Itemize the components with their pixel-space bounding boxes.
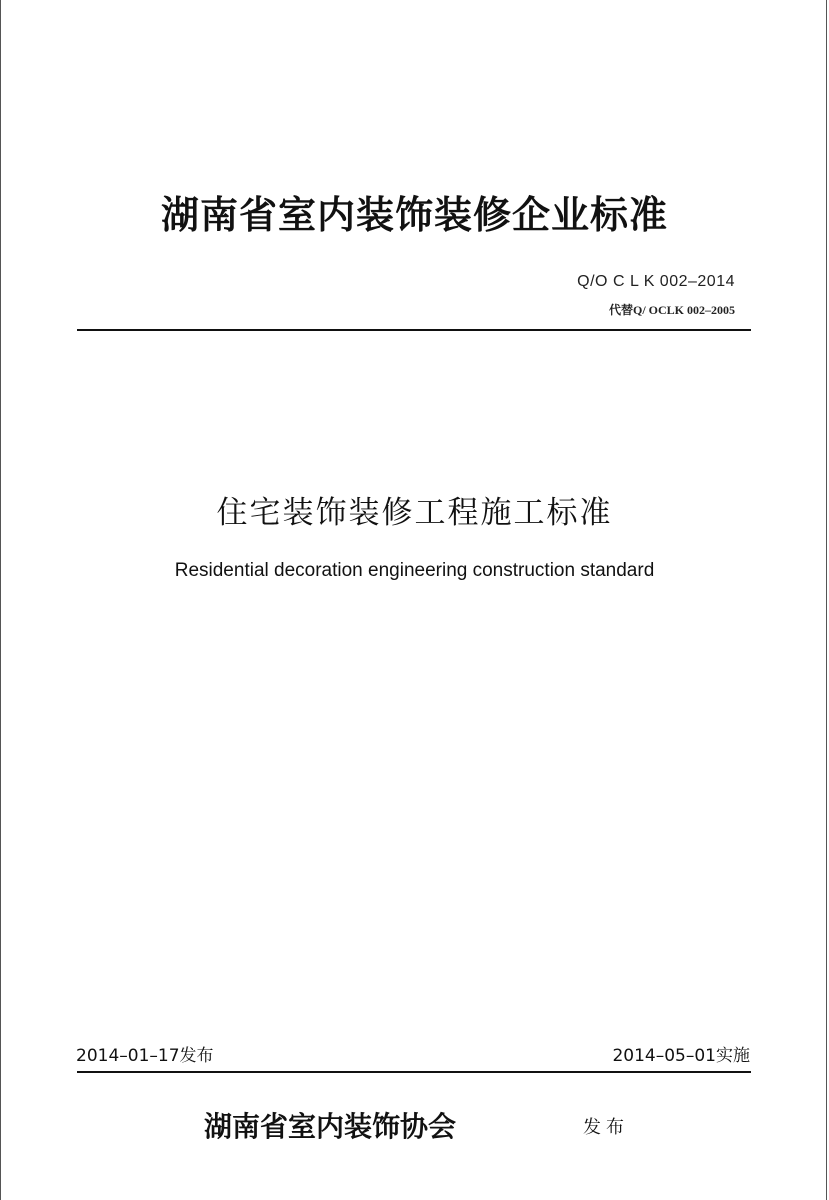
issue-date: 2014–01–17发布 [76, 1046, 214, 1066]
standard-category-title: 湖南省室内装饰装修企业标准 [160, 193, 668, 237]
document-title-en: Residential decoration engineering construction standard [174, 560, 655, 581]
publish-label: 发布 [583, 1117, 629, 1138]
header-divider [77, 329, 751, 331]
footer-divider [77, 1071, 751, 1073]
replaces-standard-note: 代替Q/ OCLK 002–2005 [608, 303, 735, 317]
document-title-zh: 住宅装饰装修工程施工标准 [216, 495, 613, 531]
publisher-name: 湖南省室内装饰协会 [204, 1110, 457, 1143]
standard-number: Q/O C L K 002–2014 [577, 273, 735, 290]
page-border-left [0, 0, 1, 1200]
page-border-right [826, 0, 827, 1200]
effective-date: 2014–05–01实施 [612, 1046, 750, 1066]
